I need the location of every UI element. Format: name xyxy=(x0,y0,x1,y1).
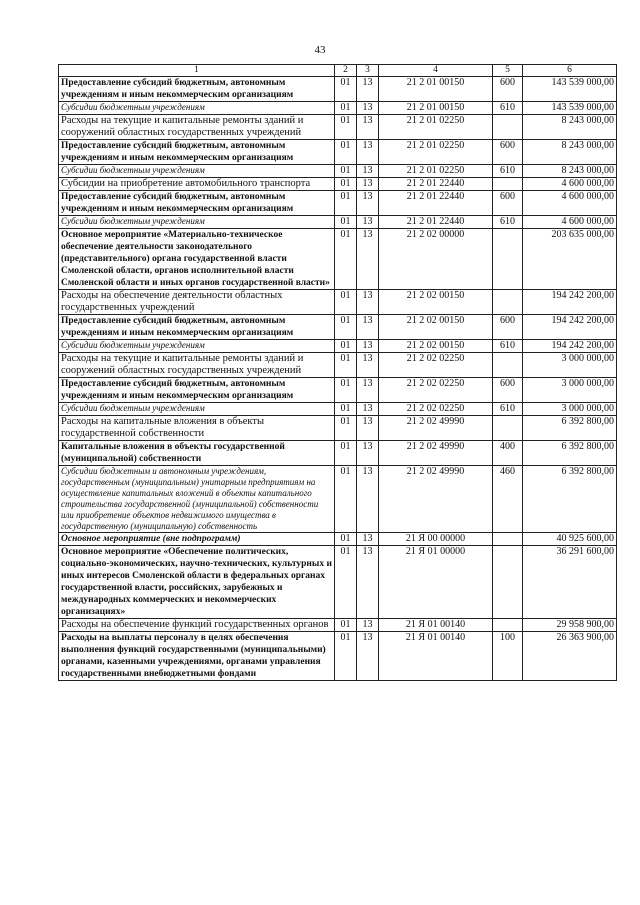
row-subsection-cell: 13 xyxy=(357,533,379,546)
header-col-6: 6 xyxy=(523,65,617,77)
row-section-cell: 01 xyxy=(335,403,357,416)
row-target-code-cell: 21 2 02 02250 xyxy=(379,378,493,403)
row-name-cell: Предоставление субсидий бюджетным, автономным учреждениям и иным некоммерческим организациям xyxy=(59,378,335,403)
row-name-cell: Расходы на обеспечение функций государственных органов xyxy=(59,619,335,632)
row-target-code-cell: 21 2 02 02250 xyxy=(379,403,493,416)
row-name-cell: Расходы на текущие и капитальные ремонты зданий и сооружений областных государственных учреждений xyxy=(59,115,335,140)
row-expense-type-cell: 100 xyxy=(493,632,523,681)
row-target-code-cell: 21 2 01 02250 xyxy=(379,115,493,140)
row-expense-type-cell xyxy=(493,619,523,632)
row-section-cell: 01 xyxy=(335,115,357,140)
row-name-cell: Расходы на капитальные вложения в объекты государственной собственности xyxy=(59,416,335,441)
row-subsection-cell: 13 xyxy=(357,619,379,632)
header-col-4: 4 xyxy=(379,65,493,77)
row-section-cell: 01 xyxy=(335,533,357,546)
row-expense-type-cell: 600 xyxy=(493,191,523,216)
row-target-code-cell: 21 2 01 00150 xyxy=(379,102,493,115)
table-row xyxy=(59,290,617,315)
row-amount-cell: 8 243 000,00 xyxy=(523,115,617,140)
table-row xyxy=(59,165,617,178)
row-expense-type-cell: 610 xyxy=(493,165,523,178)
row-name-cell: Субсидии бюджетным учреждениям xyxy=(59,216,335,229)
row-section-cell: 01 xyxy=(335,466,357,533)
row-target-code-cell: 21 2 02 49990 xyxy=(379,416,493,441)
row-amount-cell: 8 243 000,00 xyxy=(523,165,617,178)
row-subsection-cell: 13 xyxy=(357,466,379,533)
row-expense-type-cell xyxy=(493,353,523,378)
row-amount-cell: 3 000 000,00 xyxy=(523,353,617,378)
row-expense-type-cell xyxy=(493,178,523,191)
row-amount-cell: 4 600 000,00 xyxy=(523,191,617,216)
row-amount-cell: 6 392 800,00 xyxy=(523,441,617,466)
row-section-cell: 01 xyxy=(335,77,357,102)
row-section-cell: 01 xyxy=(335,632,357,681)
table-row xyxy=(59,632,617,681)
row-name-cell: Основное мероприятие «Обеспечение политических, социально-экономических, научно-технических, культурных и иных интересов Смоленской области в федеральных органах государственной власти, российских, зарубежных и международных коммерческих и некоммерческих организациях» xyxy=(59,546,335,619)
row-expense-type-cell: 610 xyxy=(493,340,523,353)
row-expense-type-cell xyxy=(493,229,523,290)
row-section-cell: 01 xyxy=(335,191,357,216)
row-section-cell: 01 xyxy=(335,546,357,619)
row-amount-cell: 194 242 200,00 xyxy=(523,340,617,353)
header-col-5: 5 xyxy=(493,65,523,77)
table-row xyxy=(59,140,617,165)
row-expense-type-cell: 600 xyxy=(493,378,523,403)
row-target-code-cell: 21 2 01 22440 xyxy=(379,191,493,216)
row-subsection-cell: 13 xyxy=(357,416,379,441)
row-name-cell: Предоставление субсидий бюджетным, автономным учреждениям и иным некоммерческим организациям xyxy=(59,140,335,165)
row-subsection-cell: 13 xyxy=(357,178,379,191)
row-amount-cell: 6 392 800,00 xyxy=(523,466,617,533)
table-row xyxy=(59,533,617,546)
row-amount-cell: 194 242 200,00 xyxy=(523,290,617,315)
row-target-code-cell: 21 Я 01 00140 xyxy=(379,632,493,681)
row-subsection-cell: 13 xyxy=(357,441,379,466)
budget-table xyxy=(58,64,617,681)
table-row xyxy=(59,115,617,140)
row-target-code-cell: 21 Я 01 00000 xyxy=(379,546,493,619)
row-amount-cell: 29 958 900,00 xyxy=(523,619,617,632)
row-target-code-cell: 21 2 02 49990 xyxy=(379,441,493,466)
header-col-2: 2 xyxy=(335,65,357,77)
row-target-code-cell: 21 Я 00 00000 xyxy=(379,533,493,546)
row-name-cell: Расходы на выплаты персоналу в целях обеспечения выполнения функций государственными (муниципальными) органами, казенными учреждениями, органами управления государственными внебюджетными фондами xyxy=(59,632,335,681)
table-row xyxy=(59,191,617,216)
row-section-cell: 01 xyxy=(335,102,357,115)
table-row xyxy=(59,546,617,619)
row-name-cell: Предоставление субсидий бюджетным, автономным учреждениям и иным некоммерческим организациям xyxy=(59,315,335,340)
row-expense-type-cell: 460 xyxy=(493,466,523,533)
row-expense-type-cell xyxy=(493,290,523,315)
table-row xyxy=(59,441,617,466)
row-section-cell: 01 xyxy=(335,165,357,178)
row-expense-type-cell: 600 xyxy=(493,315,523,340)
row-expense-type-cell: 600 xyxy=(493,140,523,165)
row-subsection-cell: 13 xyxy=(357,315,379,340)
row-expense-type-cell: 610 xyxy=(493,102,523,115)
table-row xyxy=(59,340,617,353)
row-section-cell: 01 xyxy=(335,216,357,229)
header-col-3: 3 xyxy=(357,65,379,77)
row-name-cell: Субсидии бюджетным учреждениям xyxy=(59,102,335,115)
row-target-code-cell: 21 2 02 00000 xyxy=(379,229,493,290)
row-section-cell: 01 xyxy=(335,378,357,403)
row-subsection-cell: 13 xyxy=(357,102,379,115)
row-subsection-cell: 13 xyxy=(357,191,379,216)
table-row xyxy=(59,178,617,191)
row-amount-cell: 143 539 000,00 xyxy=(523,102,617,115)
row-amount-cell: 194 242 200,00 xyxy=(523,315,617,340)
row-target-code-cell: 21 2 02 49990 xyxy=(379,466,493,533)
row-section-cell: 01 xyxy=(335,315,357,340)
row-name-cell: Предоставление субсидий бюджетным, автономным учреждениям и иным некоммерческим организациям xyxy=(59,77,335,102)
row-name-cell: Субсидии бюджетным и автономным учреждениям, государственным (муниципальным) унитарным предприятиям на осуществление капитальных вложений в объекты капитального строительства государственной (муниципальной) собственности или приобретение объектов недвижимого имущества в государственную (муниципальную) собственность xyxy=(59,466,335,533)
row-section-cell: 01 xyxy=(335,353,357,378)
row-expense-type-cell xyxy=(493,546,523,619)
row-subsection-cell: 13 xyxy=(357,229,379,290)
row-name-cell: Субсидии на приобретение автомобильного транспорта xyxy=(59,178,335,191)
row-name-cell: Субсидии бюджетным учреждениям xyxy=(59,340,335,353)
row-amount-cell: 4 600 000,00 xyxy=(523,216,617,229)
row-target-code-cell: 21 2 02 00150 xyxy=(379,315,493,340)
row-target-code-cell: 21 2 02 00150 xyxy=(379,340,493,353)
row-target-code-cell: 21 2 01 02250 xyxy=(379,140,493,165)
row-section-cell: 01 xyxy=(335,619,357,632)
row-amount-cell: 40 925 600,00 xyxy=(523,533,617,546)
row-target-code-cell: 21 2 01 22440 xyxy=(379,216,493,229)
row-subsection-cell: 13 xyxy=(357,340,379,353)
row-section-cell: 01 xyxy=(335,340,357,353)
table-row xyxy=(59,466,617,533)
row-target-code-cell: 21 2 01 00150 xyxy=(379,77,493,102)
row-section-cell: 01 xyxy=(335,229,357,290)
row-amount-cell: 3 000 000,00 xyxy=(523,403,617,416)
page-number: 43 xyxy=(314,44,326,56)
row-name-cell: Субсидии бюджетным учреждениям xyxy=(59,165,335,178)
row-subsection-cell: 13 xyxy=(357,546,379,619)
row-subsection-cell: 13 xyxy=(357,378,379,403)
row-subsection-cell: 13 xyxy=(357,77,379,102)
budget-table-body xyxy=(59,65,617,681)
row-section-cell: 01 xyxy=(335,416,357,441)
header-col-1: 1 xyxy=(59,65,335,77)
row-name-cell: Основное мероприятие «Материально-техническое обеспечение деятельности законодательного (представительного) органа государственной власти Смоленской области, органов исполнительной власти Смоленской области и иных органов государственной власти» xyxy=(59,229,335,290)
row-expense-type-cell: 600 xyxy=(493,77,523,102)
row-target-code-cell: 21 Я 01 00140 xyxy=(379,619,493,632)
row-subsection-cell: 13 xyxy=(357,632,379,681)
row-amount-cell: 203 635 000,00 xyxy=(523,229,617,290)
row-target-code-cell: 21 2 02 00150 xyxy=(379,290,493,315)
table-row xyxy=(59,403,617,416)
row-name-cell: Основное мероприятие (вне подпрограмм) xyxy=(59,533,335,546)
row-expense-type-cell xyxy=(493,115,523,140)
table-header-row xyxy=(59,65,617,77)
row-amount-cell: 143 539 000,00 xyxy=(523,77,617,102)
row-subsection-cell: 13 xyxy=(357,140,379,165)
row-subsection-cell: 13 xyxy=(357,290,379,315)
row-target-code-cell: 21 2 02 02250 xyxy=(379,353,493,378)
row-target-code-cell: 21 2 01 22440 xyxy=(379,178,493,191)
row-section-cell: 01 xyxy=(335,441,357,466)
row-name-cell: Расходы на обеспечение деятельности областных государственных учреждений xyxy=(59,290,335,315)
row-name-cell: Предоставление субсидий бюджетным, автономным учреждениям и иным некоммерческим организациям xyxy=(59,191,335,216)
table-row xyxy=(59,77,617,102)
row-subsection-cell: 13 xyxy=(357,353,379,378)
table-row xyxy=(59,619,617,632)
row-subsection-cell: 13 xyxy=(357,403,379,416)
table-row xyxy=(59,229,617,290)
row-amount-cell: 8 243 000,00 xyxy=(523,140,617,165)
table-row xyxy=(59,216,617,229)
table-row xyxy=(59,102,617,115)
table-row xyxy=(59,353,617,378)
row-amount-cell: 3 000 000,00 xyxy=(523,378,617,403)
row-section-cell: 01 xyxy=(335,290,357,315)
row-expense-type-cell xyxy=(493,533,523,546)
row-amount-cell: 4 600 000,00 xyxy=(523,178,617,191)
row-section-cell: 01 xyxy=(335,140,357,165)
row-section-cell: 01 xyxy=(335,178,357,191)
row-subsection-cell: 13 xyxy=(357,165,379,178)
row-amount-cell: 26 363 900,00 xyxy=(523,632,617,681)
row-subsection-cell: 13 xyxy=(357,216,379,229)
row-amount-cell: 6 392 800,00 xyxy=(523,416,617,441)
table-row xyxy=(59,315,617,340)
row-subsection-cell: 13 xyxy=(357,115,379,140)
row-name-cell: Капитальные вложения в объекты государственной (муниципальной) собственности xyxy=(59,441,335,466)
row-target-code-cell: 21 2 01 02250 xyxy=(379,165,493,178)
table-row xyxy=(59,416,617,441)
row-name-cell: Субсидии бюджетным учреждениям xyxy=(59,403,335,416)
row-name-cell: Расходы на текущие и капитальные ремонты зданий и сооружений областных государственных учреждений xyxy=(59,353,335,378)
row-amount-cell: 36 291 600,00 xyxy=(523,546,617,619)
table-row xyxy=(59,378,617,403)
row-expense-type-cell: 400 xyxy=(493,441,523,466)
row-expense-type-cell: 610 xyxy=(493,216,523,229)
row-expense-type-cell: 610 xyxy=(493,403,523,416)
row-expense-type-cell xyxy=(493,416,523,441)
